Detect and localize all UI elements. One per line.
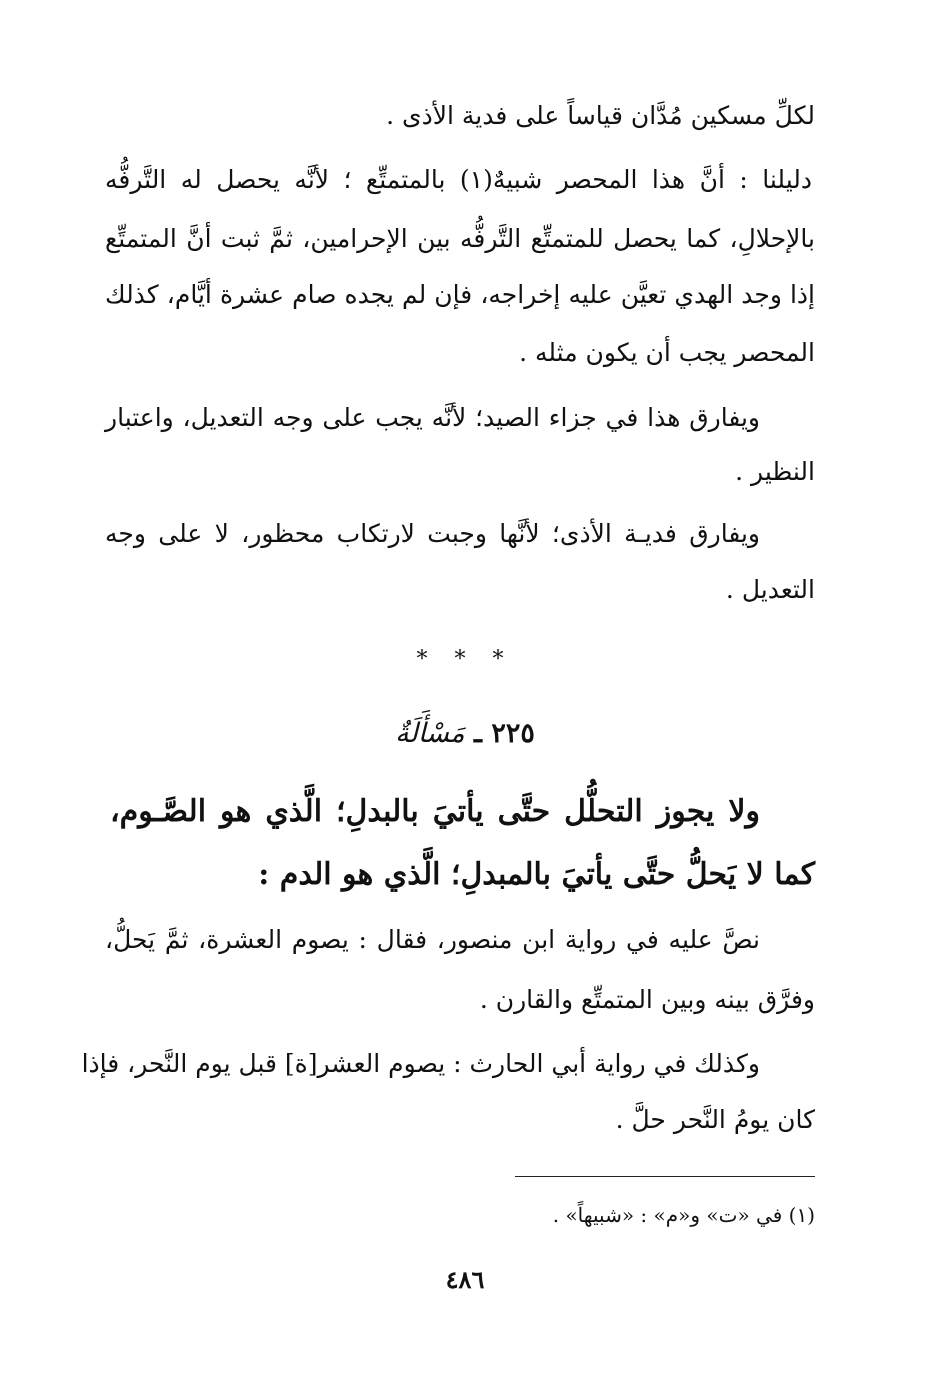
text-line-12: وكذلك في رواية أبي الحارث : يصوم العشر[ة] قبل يوم النَّحر، فإذا: [81, 1049, 760, 1078]
text-line-4: إذا وجد الهدي تعيَّن عليه إخراجه، فإن لم يجده صام عشرة أيَّام، كذلك: [105, 280, 815, 309]
text-line-11: وفرَّق بينه وبين المتمتِّع والقارن .: [479, 985, 815, 1014]
heading-word: مَسْأَلَةٌ: [395, 718, 465, 749]
text-line-2: دليلنا : أنَّ هذا المحصر شبيهٌ(١) بالمتمتِّع ؛ لأنَّه يحصل له التَّرفُّه: [105, 165, 813, 194]
page-number: ٤٨٦: [445, 1265, 485, 1294]
footnote-separator: [515, 1176, 815, 1177]
footnote: (١) في «ت» و«م» : «شبيهاً» .: [552, 1203, 815, 1227]
text-line-3: بالإحلالِ، كما يحصل للمتمتِّع التَّرفُّه بين الإحرامين، ثمَّ ثبت أنَّ المتمتِّع: [105, 224, 815, 253]
text-line-8: ويفارق فديـة الأذى؛ لأنَّها وجبت لارتكاب محظور، لا على وجه: [105, 519, 760, 548]
heading-number: ٢٢٥ ـ: [474, 718, 535, 749]
text-line-5: المحصر يجب أن يكون مثله .: [519, 338, 815, 367]
text-line-1: لكلِّ مسكين مُدَّان قياساً على فدية الأذى .: [386, 101, 815, 130]
section-heading: [0, 712, 930, 756]
text-line-13: كان يومُ النَّحر حلَّ .: [615, 1105, 815, 1134]
text-line-7: النظير .: [735, 457, 815, 486]
bold-line-2: كما لا يَحلُّ حتَّى يأتيَ بالمبدلِ؛ الَّذي هو الدم :: [258, 857, 815, 892]
bold-line-1: ولا يجوز التحلُّل حتَّى يأتيَ بالبدلِ؛ الَّذي هو الصَّـوم،: [110, 794, 760, 829]
section-divider-stars: * * *: [416, 647, 514, 672]
text-line-10: نصَّ عليه في رواية ابن منصور، فقال : يصوم العشرة، ثمَّ يَحلُّ،: [105, 925, 760, 954]
text-line-9: التعديل .: [725, 575, 815, 604]
text-line-6: ويفارق هذا في جزاء الصيد؛ لأنَّه يجب على وجه التعديل، واعتبار: [105, 403, 760, 432]
